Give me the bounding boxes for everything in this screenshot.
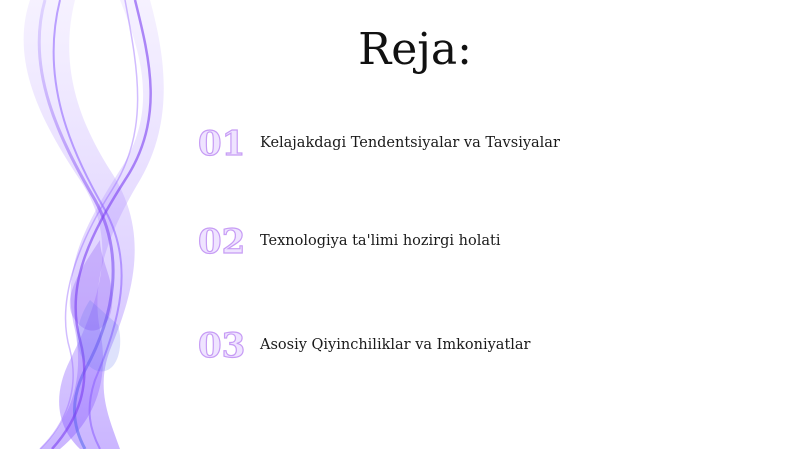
agenda-item-label: Asosiy Qiyinchiliklar va Imkoniyatlar: [260, 337, 531, 353]
agenda-item: [198, 322, 758, 370]
agenda-item-number: 03: [198, 326, 246, 366]
agenda-item-number: 01: [198, 124, 246, 164]
agenda-item-label: Texnologiya ta'limi hozirgi holati: [260, 233, 501, 249]
agenda-item-label: Kelajakdagi Tendentsiyalar va Tavsiyalar: [260, 135, 560, 151]
agenda-item: [198, 120, 758, 168]
agenda-item: [198, 218, 758, 266]
slide-title: Reja:: [358, 24, 472, 75]
agenda-item-number: 02: [198, 222, 246, 262]
purple-smoke-ribbon-icon: [0, 0, 200, 449]
